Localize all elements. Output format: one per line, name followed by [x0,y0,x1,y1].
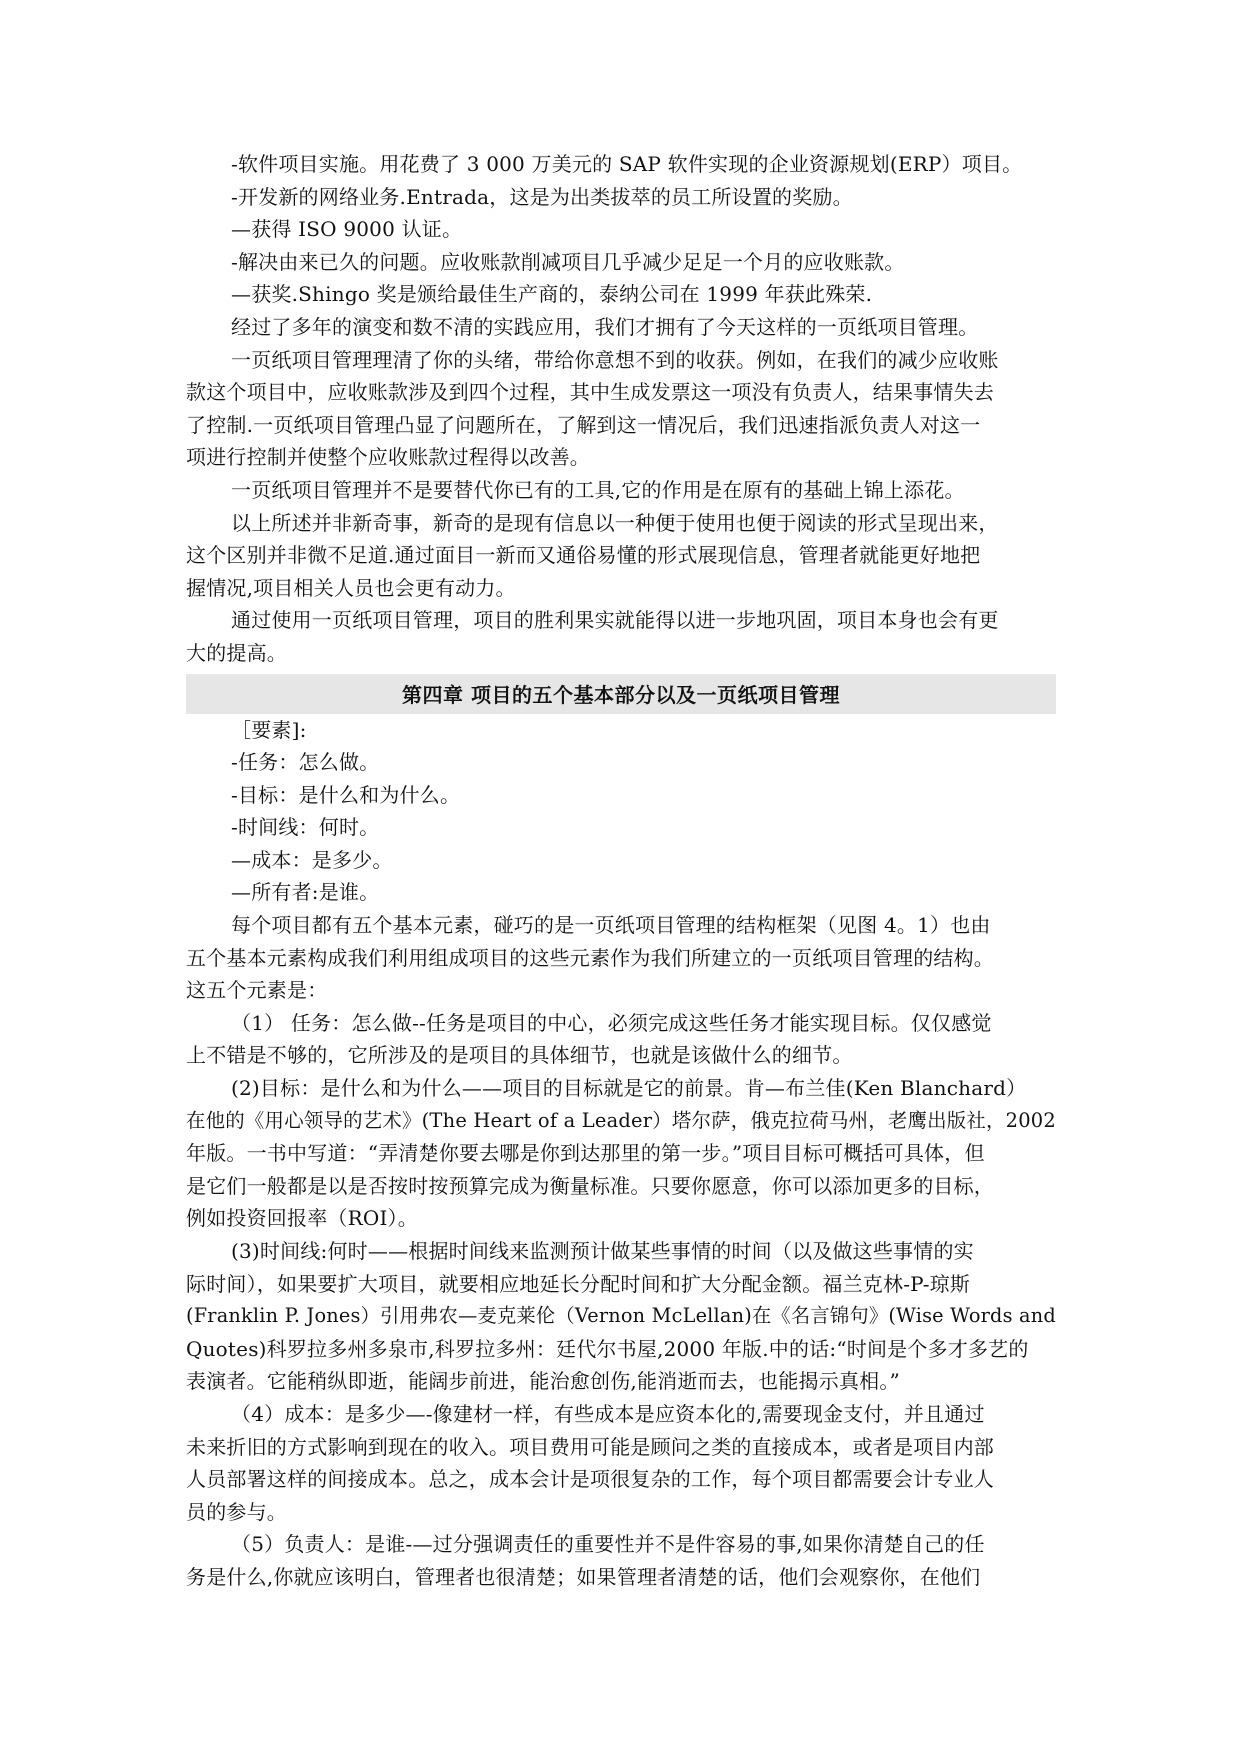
chapter-title: 第四章 项目的五个基本部分以及一页纸项目管理 [402,683,840,707]
paragraph-line: 一页纸项目管理理清了你的头绪，带给你意想不到的收获。例如，在我们的减少应收账 [231,347,999,372]
paragraph-line: （5）负责人：是谁-—过分强调责任的重要性并不是件容易的事,如果你清楚自己的任 [231,1532,985,1557]
paragraph-line: 握情况,项目相关人员也会更有动力。 [186,575,516,600]
paragraph-line: (Franklin P. Jones）引用弗农—麦克莱伦（Vernon McLellan)在《名言锦句》(Wise Words and [186,1304,1056,1328]
paragraph-line: 项进行控制并使整个应收账款过程得以改善。 [186,445,590,470]
paragraph-line: 通过使用一页纸项目管理，项目的胜利果实就能得以进一步地巩固，项目本身也会有更 [231,608,999,633]
paragraph-line: 未来折旧的方式影响到现在的收入。项目费用可能是顾问之类的直接成本，或者是项目内部 [186,1434,994,1459]
chapter-heading-bar [186,674,1056,714]
paragraph-line: 例如投资回报率（ROI）。 [186,1206,418,1231]
paragraph-line: 五个基本元素构成我们利用组成项目的这些元素作为我们所建立的一页纸项目管理的结构。 [186,945,994,970]
paragraph-line: (3)时间线:何时——根据时间线来监测预计做某些事情的时间（以及做这些事情的实 [231,1239,974,1263]
paragraph-line: Quotes)科罗拉多州多泉市,科罗拉多州：廷代尔书屋,2000 年版.中的话:“时间是个多才多艺的 [186,1336,1029,1361]
list-item-shingo-award: —获奖.Shingo 奖是颁给最佳生产商的，泰纳公司在 1999 年获此殊荣. [231,282,873,307]
list-item-iso-certification: —获得 ISO 9000 认证。 [231,217,463,242]
paragraph-line: 经过了多年的演变和数不清的实践应用，我们才拥有了今天这样的一页纸项目管理。 [231,314,979,339]
list-item-task: -任务：怎么做。 [231,750,380,775]
paragraph-line: 这五个元素是： [186,978,328,1003]
paragraph-line: 员的参与。 [186,1499,287,1524]
paragraph-line: 务是什么,你就应该明白，管理者也很清楚；如果管理者清楚的话，他们会观察你，在他们 [186,1564,981,1589]
list-item-cost: —成本：是多少。 [231,847,393,872]
paragraph-line: 以上所述并非新奇事，新奇的是现有信息以一种便于使用也便于阅读的形式呈现出来， [231,510,999,535]
list-item-goal: -目标：是什么和为什么。 [231,782,461,807]
list-item-timeline: -时间线：何时。 [231,815,380,840]
paragraph-line: 际时间），如果要扩大项目，就要相应地延长分配时间和扩大分配金额。福兰克林-P-琼斯 [186,1271,971,1296]
paragraph-line: 上不错是不够的，它所涉及的是项目的具体细节，也就是该做什么的细节。 [186,1043,853,1068]
paragraph-line: (2)目标：是什么和为什么——项目的目标就是它的前景。肯—布兰佳(Ken Blanchard） [231,1076,1027,1101]
paragraph-line: 在他的《用心领导的艺术》(The Heart of a Leader）塔尔萨，俄克拉荷马州，老鹰出版社，2002 [186,1108,1056,1132]
list-item-network-business: -开发新的网络业务.Entrada，这是为出类拔萃的员工所设置的奖励。 [231,184,853,209]
list-item-software-implementation: -软件项目实施。用花费了 3 000 万美元的 SAP 软件实现的企业资源规划(ERP）项目。 [231,152,1023,176]
paragraph-line: 大的提高。 [186,640,287,665]
paragraph-line: （1） 任务：怎么做--任务是项目的中心，必须完成这些任务才能实现目标。仅仅感觉 [231,1010,992,1035]
list-item-receivables-problem: -解决由来已久的问题。应收账款削减项目几乎减少足足一个月的应收账款。 [231,249,905,274]
paragraph-line: 这个区别并非微不足道.通过面目一新而又通俗易懂的形式展现信息，管理者就能更好地把 [186,543,981,568]
paragraph-line: 款这个项目中，应收账款涉及到四个过程，其中生成发票这一项没有负责人，结果事情失去 [186,380,994,405]
paragraph-line: 是它们一般都是以是否按时按预算完成为衡量标准。只要你愿意，你可以添加更多的目标， [186,1173,994,1198]
paragraph-line: 表演者。它能稍纵即逝，能阔步前进，能治愈创伤,能消逝而去，也能揭示真相。” [186,1369,900,1394]
document-body [186,148,1056,1594]
paragraph-line: 每个项目都有五个基本元素，碰巧的是一页纸项目管理的结构框架（见图 4。1）也由 [231,913,991,938]
paragraph-line: 人员部署这样的间接成本。总之，成本会计是项很复杂的工作，每个项目都需要会计专业人 [186,1467,994,1492]
paragraph-line: 了控制.一页纸项目管理凸显了问题所在，了解到这一情况后，我们迅速指派负责人对这一 [186,412,981,437]
paragraph-line: 一页纸项目管理并不是要替代你已有的工具,它的作用是在原有的基础上锦上添花。 [231,477,965,502]
list-item-owner: —所有者:是谁。 [231,880,380,905]
paragraph-line: （4）成本：是多少—-像建材一样，有些成本是应资本化的,需要现金支付，并且通过 [231,1401,985,1426]
elements-label: ［要素]: [231,717,307,742]
paragraph-line: 年版。一书中写道：“弄清楚你要去哪是你到达那里的第一步。”项目目标可概括可具体，但 [186,1141,985,1166]
